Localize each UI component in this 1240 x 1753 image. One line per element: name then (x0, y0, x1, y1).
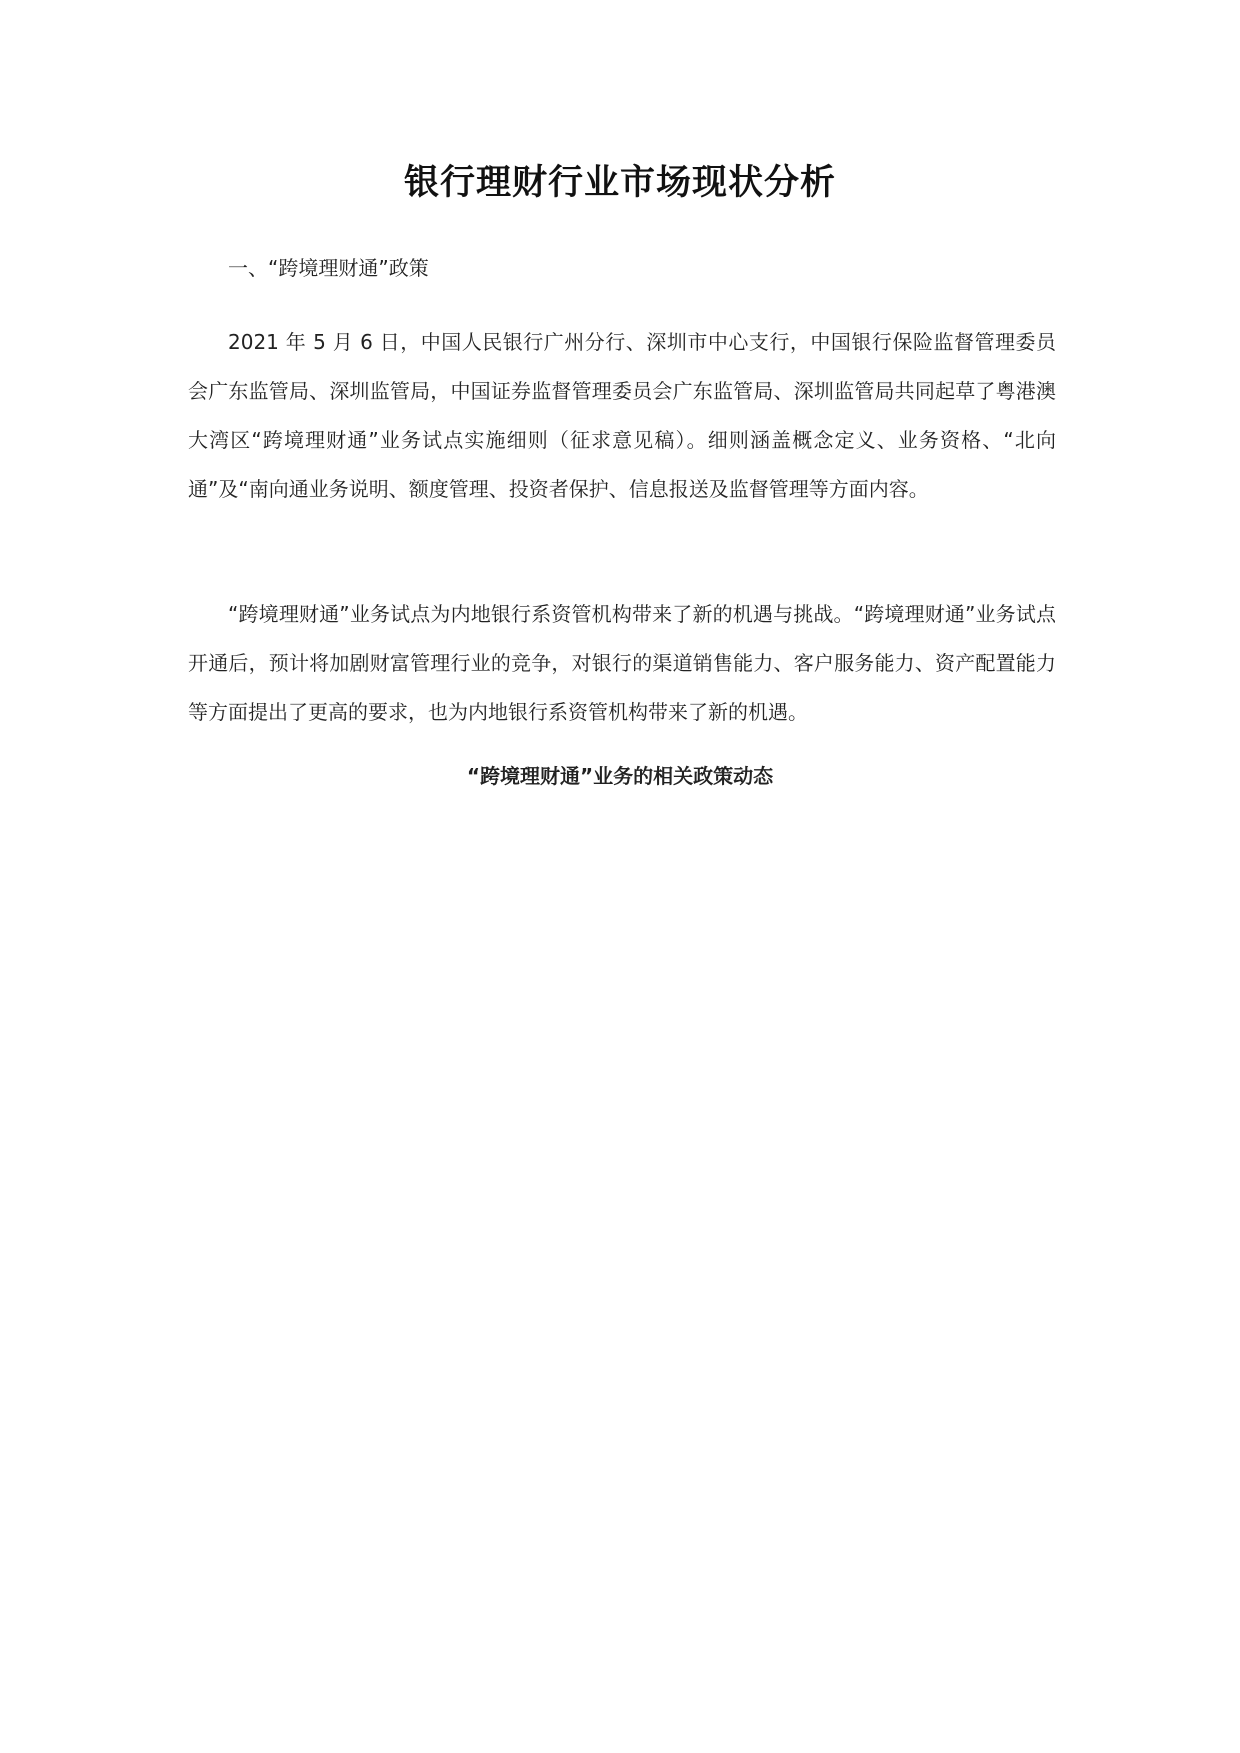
paragraph-1: 2021 年 5 月 6 日，中国人民银行广州分行、深圳市中心支行，中国银行保险监督管理委员会广东监管局、深圳监管局，中国证券监督管理委员会广东监管局、深圳监管局共同起草了粤港澳大湾区“跨境理财通”业务试点实施细则（征求意见稿）。细则涵盖概念定义、业务资格、“北向通”及“南向通业务说明、额度管理、投资者保护、信息报送及监督管理等方面内容。 (188, 330, 1056, 501)
section-heading: 一、“跨境理财通”政策 (228, 256, 429, 280)
paragraph-2: “跨境理财通”业务试点为内地银行系资管机构带来了新的机遇与挑战。“跨境理财通”业务试点开通后，预计将加剧财富管理行业的竞争，对银行的渠道销售能力、客户服务能力、资产配置能力等方面提出了更高的要求，也为内地银行系资管机构带来了新的机遇。 (188, 602, 1056, 724)
policy-subheading: “跨境理财通”业务的相关政策动态 (466, 764, 774, 788)
document-title: 银行理财行业市场现状分析 (403, 163, 836, 203)
